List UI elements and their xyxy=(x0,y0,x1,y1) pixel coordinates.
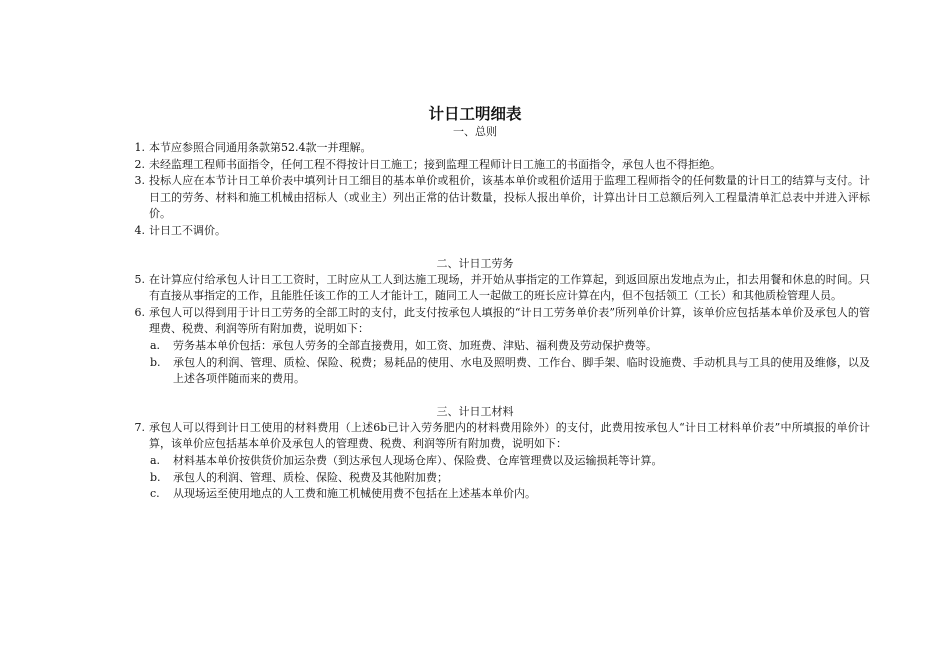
sub-item-mark: a. xyxy=(150,453,161,467)
list-item xyxy=(134,420,870,453)
sub-item-text: 承包人的利润、管理、质检、保险、税费及其他附加费； xyxy=(173,470,448,484)
document-title: 计日工明细表 xyxy=(428,105,522,123)
item-text: 承包人可以得到用于计日工劳务的全部工时的支付，此支付按承包人填报的“计日工劳务单价表”所列单价计算，该单价应包括基本单价及承包人的管理费、税费、利润等所有附加费，说明如下： xyxy=(149,305,870,336)
list-item xyxy=(134,305,870,338)
document-content xyxy=(0,104,950,503)
sub-item-text: 从现场运至使用地点的人工费和施工机械使用费不包括在上述基本单价内。 xyxy=(173,487,536,501)
sub-item xyxy=(150,470,870,487)
sub-item-mark: b. xyxy=(150,470,161,484)
item-number: 3. xyxy=(134,174,145,188)
sub-item xyxy=(150,453,870,470)
item-number: 7. xyxy=(134,420,145,434)
section-heading: 二、计日工劳务 xyxy=(436,256,514,270)
item-number: 1. xyxy=(134,141,145,154)
sub-item-mark: b. xyxy=(150,355,161,369)
sub-item-text: 承包人的利润、管理、质检、保险、税费；易耗品的使用、水电及照明费、工作台、脚手架、临时设施费、手动机具与工具的使用及维修，以及上述各项伴随而来的费用。 xyxy=(173,355,870,386)
sub-item-text: 劳务基本单价包括：承包人劳务的全部直接费用，如工资、加班费、津贴、福利费及劳动保护费等。 xyxy=(173,338,657,352)
sub-item-mark: a. xyxy=(150,338,161,352)
section-spacer xyxy=(0,388,950,404)
sub-item-mark: c. xyxy=(150,487,160,501)
section-materials xyxy=(0,404,950,503)
item-text: 计日工不调价。 xyxy=(149,223,226,237)
sub-item xyxy=(150,355,870,388)
item-text: 未经监理工程师书面指令，任何工程不得按计日工施工；接到监理工程师计日工施工的书面指令，承包人也不得拒绝。 xyxy=(149,157,721,171)
sub-item xyxy=(150,338,870,355)
item-text: 投标人应在本节计日工单价表中填列计日工细目的基本单价或租价，该基本单价或租价适用于监理工程师指令的任何数量的计日工的结算与支付。计日工的劳务、材料和施工机械由招标人（或业主）列出正常的估计数量，投标人报出单价，计算出计日工总额后列入工程量清单汇总表中并进入评标价。 xyxy=(149,174,870,221)
item-number: 5. xyxy=(134,272,145,286)
section-labor xyxy=(0,256,950,388)
sub-item-text: 材料基本单价按供货价加运杂费（到达承包人现场仓库）、保险费、仓库管理费以及运输损耗等计算。 xyxy=(173,453,663,467)
item-number: 4. xyxy=(134,223,145,237)
list-item xyxy=(134,173,870,223)
section-heading: 一、总则 xyxy=(453,125,497,138)
item-text: 在计算应付给承包人计日工工资时，工时应从工人到达施工现场，并开始从事指定的工作算起，到返回原出发地点为止，扣去用餐和休息的时间。只有直接从事指定的工作，且能胜任该工作的工人才能计工，随同工人一起做工的班长应计算在内，但不包括领工（工长）和其他质检管理人员。 xyxy=(149,272,870,303)
sub-item xyxy=(150,486,870,503)
section-spacer xyxy=(0,240,950,256)
item-number: 2. xyxy=(134,157,145,171)
list-item xyxy=(134,140,870,157)
item-text: 承包人可以得到计日工使用的材料费用（上述6b已计入劳务肥内的材料费用除外）的支付，此费用按承包人“计日工材料单价表”中所填报的单价计算，该单价应包括基本单价及承包人的管理费、税费、利润等所有附加费，说明如下： xyxy=(149,420,870,451)
section-heading: 三、计日工材料 xyxy=(436,404,514,418)
list-item xyxy=(134,157,870,174)
item-number: 6. xyxy=(134,305,145,319)
item-text: 本节应参照合同通用条款第52.4款一并理解。 xyxy=(149,141,372,154)
section-general xyxy=(0,124,950,240)
list-item xyxy=(134,272,870,305)
list-item xyxy=(134,223,870,240)
